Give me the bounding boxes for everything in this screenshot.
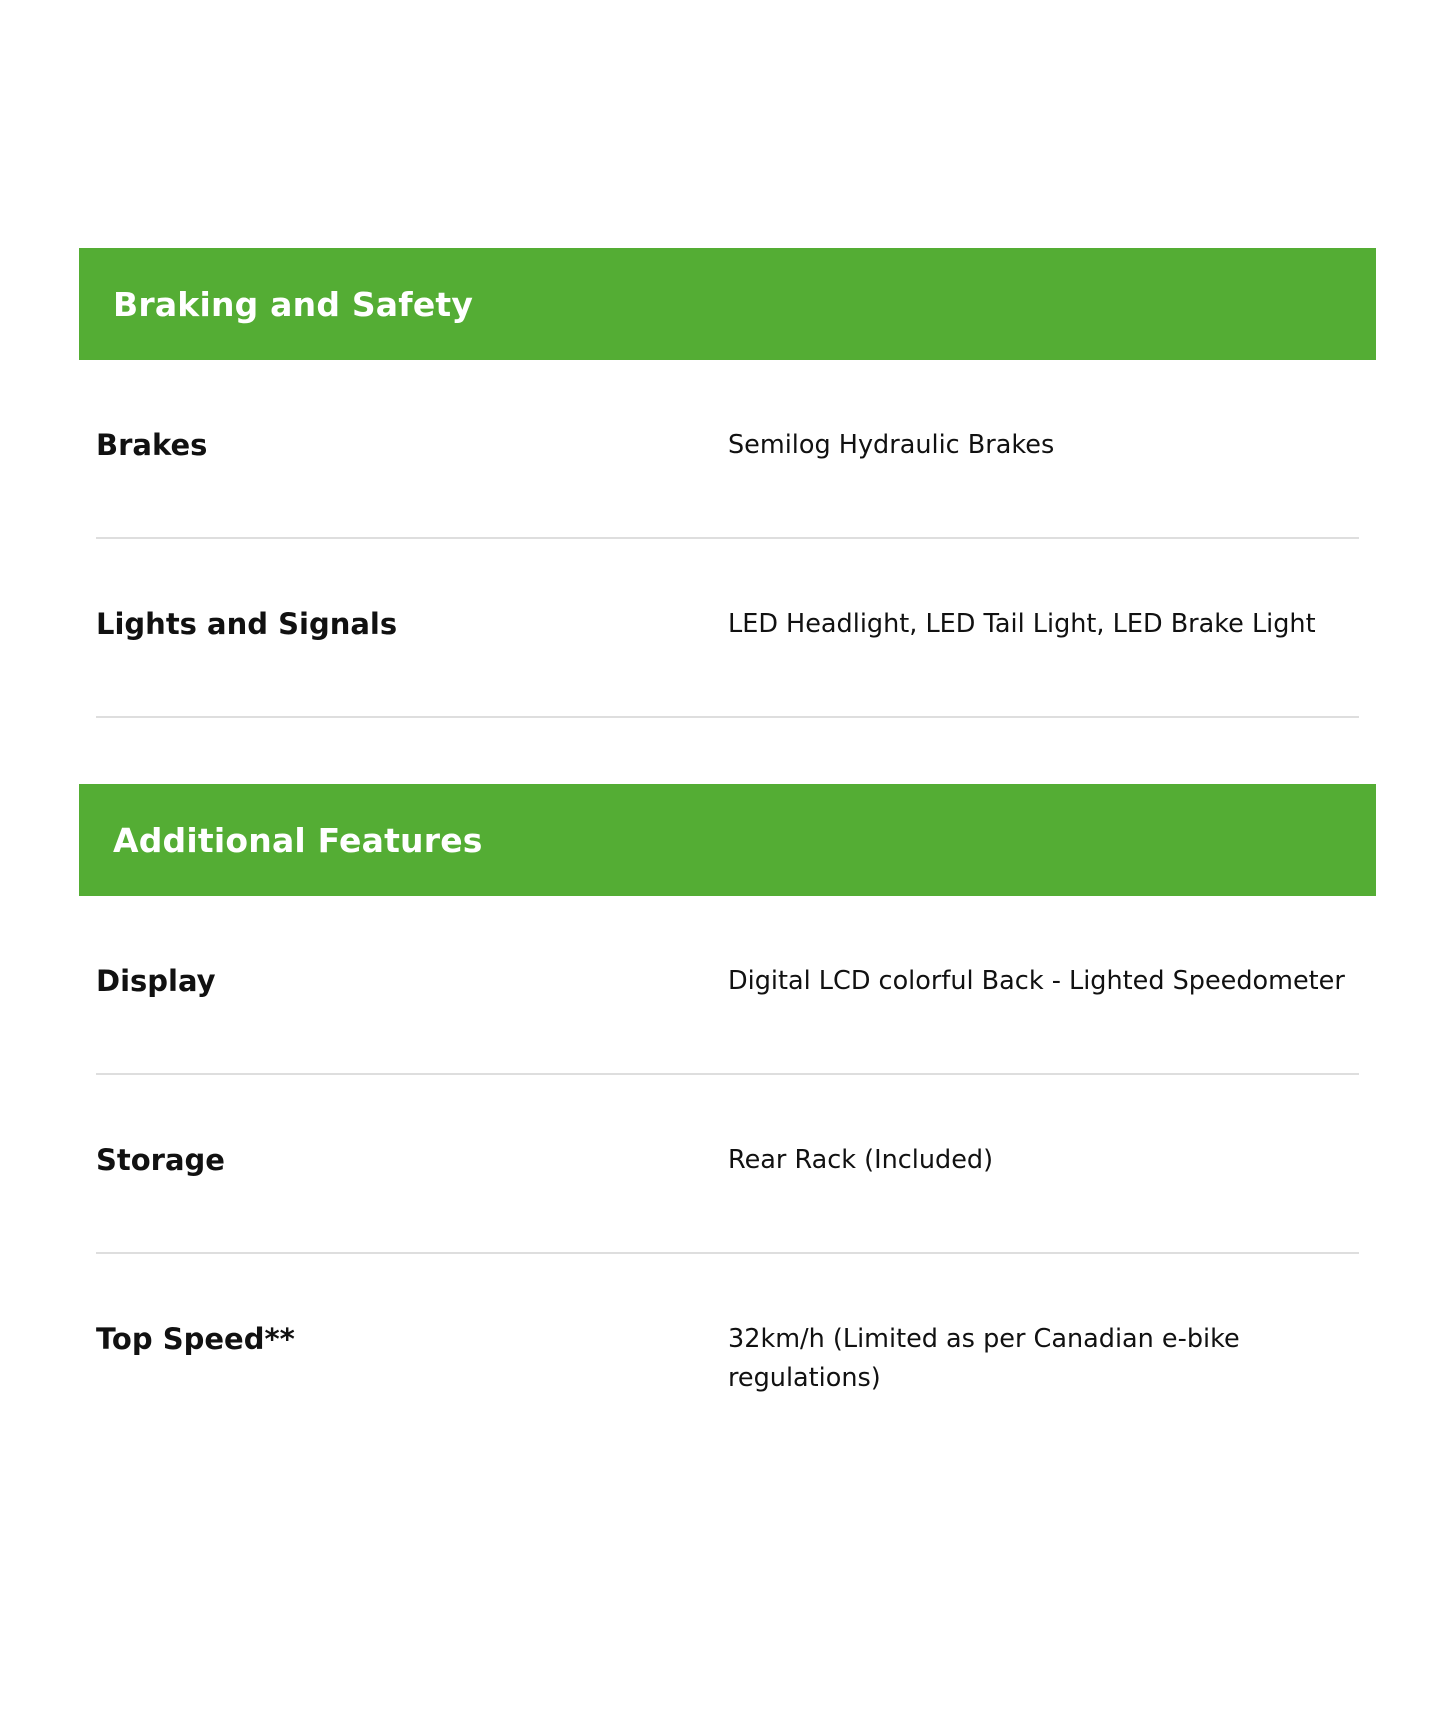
- section-header: [79, 784, 1376, 896]
- spec-row-top-speed: [96, 1254, 1359, 1444]
- section-braking-and-safety: [79, 248, 1376, 718]
- spec-value: LED Headlight, LED Tail Light, LED Brake Light: [728, 609, 1316, 639]
- spec-label: Brakes: [96, 428, 208, 462]
- spec-rows: [79, 896, 1376, 1444]
- spec-value: Rear Rack (Included): [728, 1145, 994, 1175]
- spec-label: Storage: [96, 1143, 225, 1177]
- spec-value: Semilog Hydraulic Brakes: [728, 430, 1055, 460]
- spec-table: [79, 248, 1376, 1444]
- spec-row-storage: [96, 1075, 1359, 1254]
- spec-row-display: [96, 896, 1359, 1075]
- spec-rows: [79, 360, 1376, 718]
- section-title: Additional Features: [113, 820, 483, 860]
- spec-label: Lights and Signals: [96, 607, 398, 641]
- section-title: Braking and Safety: [113, 284, 474, 324]
- spec-value: Digital LCD colorful Back - Lighted Speedometer: [728, 966, 1345, 996]
- spec-value: 32km/h (Limited as per Canadian e-bike regulations): [728, 1324, 1240, 1393]
- section-additional-features: [79, 784, 1376, 1444]
- spec-row-lights-and-signals: [96, 539, 1359, 718]
- spec-label: Top Speed**: [96, 1322, 295, 1356]
- section-header: [79, 248, 1376, 360]
- spec-label: Display: [96, 964, 216, 998]
- spec-row-brakes: [96, 360, 1359, 539]
